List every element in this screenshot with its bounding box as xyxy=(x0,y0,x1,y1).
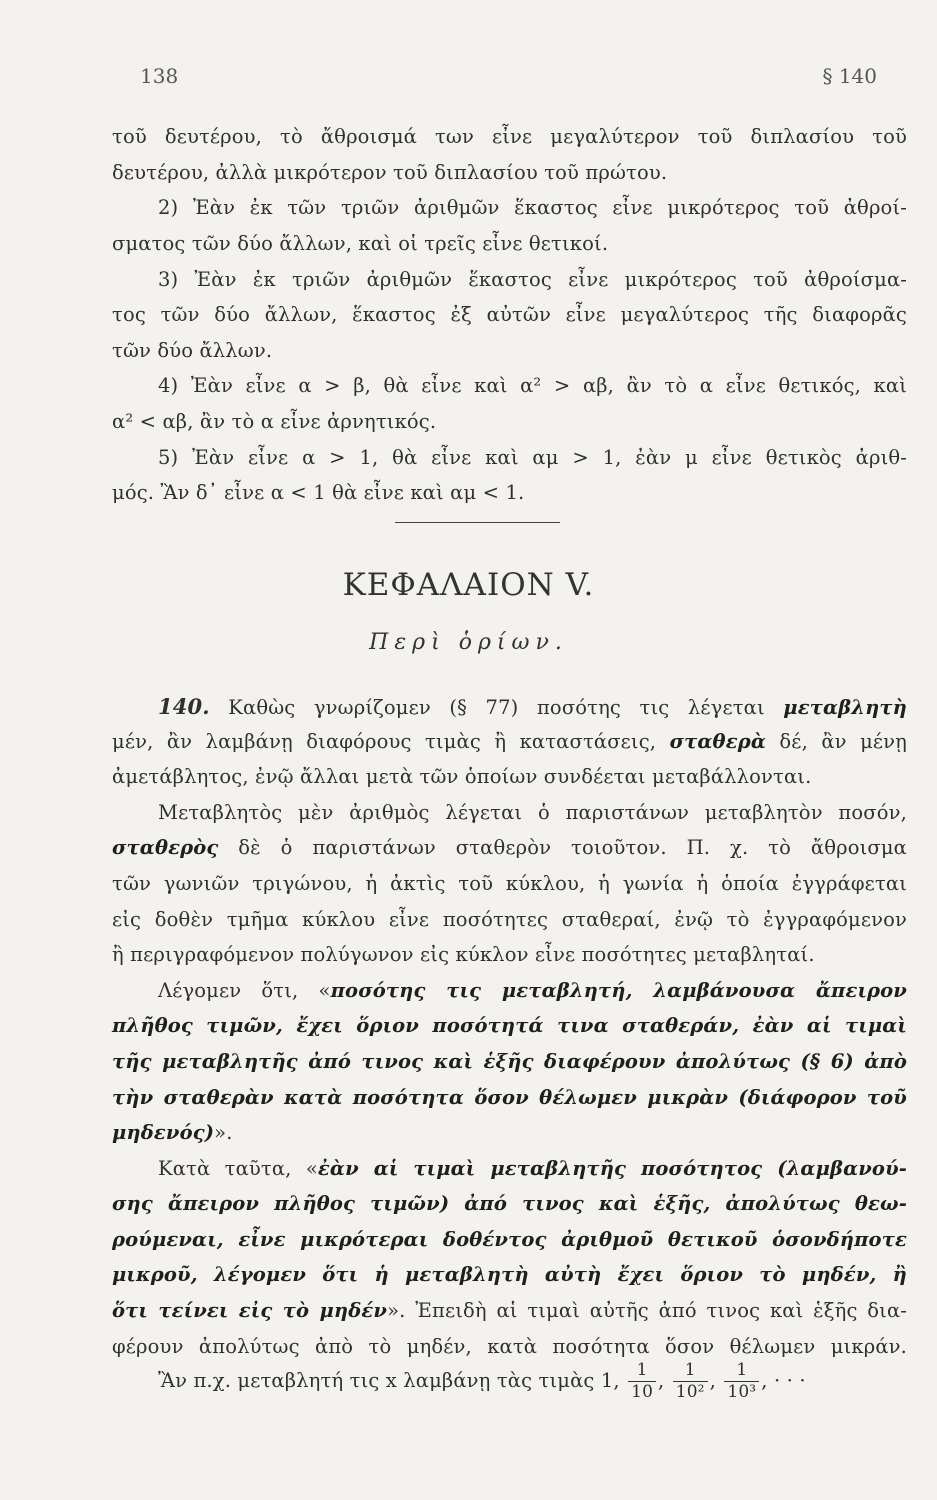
text-line: τος τῶν δύο ἄλλων, ἕκαστος ἐξ αὐτῶν εἶνε μεγαλύτερος τῆς διαφορᾶς xyxy=(112,303,907,326)
text-line: δευτέρου, ἀλλὰ μικρότερον τοῦ διπλασίου τοῦ πρώτου. xyxy=(112,161,668,184)
chapter-title: ΚΕΦΑΛΑΙΟΝ V. xyxy=(342,567,595,603)
emphasis-term: σταθερὸς xyxy=(112,836,219,859)
text-line: α² < αβ, ἂν τὸ α εἶνε ἀρνητικός. xyxy=(112,410,437,433)
fraction-denominator: 10³ xyxy=(727,1382,757,1402)
text-run: Ἂν π.χ. μεταβλητή τις x λαμβάνῃ τὰς τιμὰς 1, xyxy=(158,1369,620,1392)
paragraph-line xyxy=(112,1121,907,1144)
ellipsis: · · · xyxy=(773,1369,806,1392)
section-number: 140. xyxy=(158,694,210,719)
definition-text: ὅτι τείνει εἰς τὸ μηδέν xyxy=(112,1299,388,1322)
fraction xyxy=(628,1362,656,1401)
text-line: τοῦ δευτέρου, τὸ ἄθροισμά των εἶνε μεγαλύτερον τοῦ διπλασίου τοῦ xyxy=(112,125,907,148)
text-line: μός. Ἂν δ᾽ εἶνε α < 1 θὰ εἶνε καὶ αμ < 1. xyxy=(112,481,525,504)
text-line: τῶν δύο ἄλλων. xyxy=(112,339,273,362)
fraction-numerator: 1 xyxy=(673,1362,708,1382)
paragraph-line: εἰς δοθὲν τμῆμα κύκλου εἶνε ποσότητες σταθεραί, ἐνῷ τὸ ἐγγραφόμενον xyxy=(112,908,907,931)
paragraph-line: Ἂν π.χ. μεταβλητή τις x λαμβάνῃ τὰς τιμὰς 1, $\frac{1}{10}$ , $\frac{1}{\text{10²}}$ , $\frac{1}{\text{10³}}$ , · · · xyxy=(158,1360,806,1402)
text-line: 5) Ἐὰν εἶνε α > 1, θὰ εἶνε καὶ αμ > 1, ἐὰν μ εἶνε θετικὸς ἀριθ- xyxy=(158,446,907,469)
fraction-denominator: 10² xyxy=(675,1382,705,1402)
paragraph-line: Μεταβλητὸς μὲν ἀριθμὸς λέγεται ὁ παριστάνων μεταβλητὸν ποσόν, xyxy=(158,801,907,824)
paragraph-line: τῶν γωνιῶν τριγώνου, ἡ ἀκτὶς τοῦ κύκλου, ἡ γωνία ἡ ὁποία ἐγγράφεται xyxy=(112,872,907,895)
definition-text: ἐὰν αἱ τιμαὶ μεταβλητῆς ποσότητος (λαμβανού- xyxy=(317,1157,908,1180)
definition-line: τῆς μεταβλητῆς ἀπό τινος καὶ ἑξῆς διαφέρουν ἀπολύτως (§ 6) ἀπὸ xyxy=(112,1050,907,1073)
definition-line: μικροῦ, λέγομεν ὅτι ἡ μεταβλητὴ αὐτὴ ἔχει ὅριον τὸ μηδέν, ἢ xyxy=(112,1263,907,1286)
section-marker: § 140 xyxy=(822,64,877,88)
text-run: ». Ἐπειδὴ αἱ τιμαὶ αὐτῆς ἀπό τινος καὶ ἑξῆς δια- xyxy=(387,1299,908,1322)
paragraph-line xyxy=(112,730,907,753)
definition-line: πλῆθος τιμῶν, ἔχει ὅριον ποσότητά τινα σταθεράν, ἐὰν αἱ τιμαὶ xyxy=(112,1014,907,1037)
fraction-numerator: 1 xyxy=(628,1362,656,1382)
fraction-denominator: 10 xyxy=(631,1382,654,1402)
paragraph-line: ἢ περιγραφόμενον πολύγωνον εἰς κύκλον εἶνε ποσότητες μεταβληταί. xyxy=(112,943,815,966)
page-header xyxy=(140,64,877,94)
fraction-numerator: 1 xyxy=(724,1362,759,1382)
paragraph-line xyxy=(158,694,907,719)
text-run: δὲ ὁ παριστάνων σταθερὸν τοιοῦτον. Π. χ. τὸ ἄθροισμα xyxy=(238,836,907,859)
section-divider xyxy=(395,522,560,523)
text-line: σματος τῶν δύο ἄλλων, καὶ οἱ τρεῖς εἶνε θετικοί. xyxy=(112,232,609,255)
paragraph-line xyxy=(112,1299,907,1322)
text-run: Καθὼς γνωρίζομεν (§ 77) ποσότης τις λέγεται xyxy=(228,696,765,719)
text-line: 2) Ἐὰν ἐκ τῶν τριῶν ἀριθμῶν ἕκαστος εἶνε μικρότερος τοῦ ἀθροί- xyxy=(158,196,907,219)
text-run: μέν, ἂν λαμβάνῃ διαφόρους τιμὰς ἢ καταστάσεις, xyxy=(112,730,657,753)
paragraph-line: φέρουν ἀπολύτως ἀπὸ τὸ μηδέν, κατὰ ποσότητα ὅσον θέλωμεν μικράν. xyxy=(112,1335,907,1358)
paragraph-line xyxy=(112,836,907,859)
paragraph-line xyxy=(158,979,907,1002)
page-number: 138 xyxy=(140,64,179,88)
definition-line: ρούμεναι, εἶνε μικρότεραι δοθέντος ἀριθμοῦ θετικοῦ ὁσονδήποτε xyxy=(112,1228,907,1251)
text-line: 4) Ἐὰν εἶνε α > β, θὰ εἶνε καὶ α² > αβ, ἂν τὸ α εἶνε θετικός, καὶ xyxy=(158,374,907,397)
text-run: Λέγομεν ὅτι, « xyxy=(158,979,331,1002)
text-line: 3) Ἐὰν ἐκ τριῶν ἀριθμῶν ἕκαστος εἶνε μικρότερος τοῦ ἀθροίσμα- xyxy=(158,268,907,291)
text-run: Κατὰ ταῦτα, « xyxy=(158,1157,318,1180)
text-run: δέ, ἂν μένῃ xyxy=(779,730,907,753)
text-run: ». xyxy=(214,1121,233,1144)
definition-line: σης ἄπειρον πλῆθος τιμῶν) ἀπό τινος καὶ ἑξῆς, ἀπολύτως θεω- xyxy=(112,1192,907,1215)
paragraph-line xyxy=(158,1157,907,1180)
emphasis-term: σταθερὰ xyxy=(669,730,766,753)
paragraph-line: ἀμετάβλητος, ἐνῷ ἄλλαι μετὰ τῶν ὁποίων συνδέεται μεταβάλλονται. xyxy=(112,765,812,788)
definition-text: ποσότης τις μεταβλητή, λαμβάνουσα ἄπειρον xyxy=(330,979,907,1002)
definition-text: μηδενός) xyxy=(112,1121,215,1144)
fraction xyxy=(724,1362,759,1401)
chapter-subtitle: Περὶ ὁρίων. xyxy=(369,630,568,655)
emphasis-term: μεταβλητὴ xyxy=(783,696,907,719)
fraction xyxy=(673,1362,708,1401)
definition-line: τὴν σταθερὰν κατὰ ποσότητα ὅσον θέλωμεν μικρὰν (διάφορον τοῦ xyxy=(112,1086,907,1109)
